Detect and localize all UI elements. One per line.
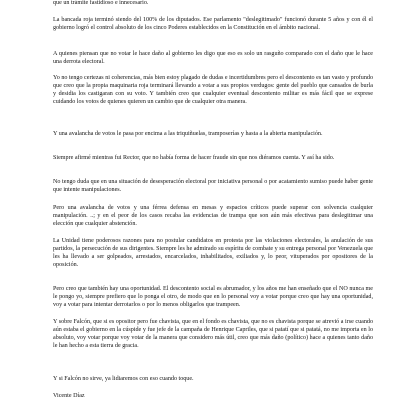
paragraph-7: No tengo duda que en una situación de desesperación electoral por iniciativa personal o por acatamiento sumiso puede haber gente que intente manipulaciones. [53,179,373,194]
paragraph-1: que un trámite fastidioso e innecesario. [53,0,149,6]
paragraph-9: La Unidad tiene poderosos razones para no postular candidatos en protesta por las violaciones electorales, la anulación de sus partidos, la persecución de sus dirigentes. Siempre les he admirado su espíritu de combate y su entrega personal por Venezuela que les ha llevado a ser golpeados, arrestados, encarcelados, inhabilitados, exiliados y, lo peor, vituperados por opositores de la oposición. [53,238,373,269]
signature-line: Vicente Díaz [53,393,85,399]
paragraph-8: Pero una avalancha de votos y una férrea defensa en mesas y espacios críticos puede superar con solvencia cualquier manipulación. ..; y en el peor de los casos recaba las evidencias de trampa que son aún más efectivas para deslegitimar una elección que cualquier abstención. [53,205,373,228]
paragraph-10: Pero creo que también hay una oportunidad. El descontento social es abrumador, y los años me han enseñado que el NO nunca me le pongo yo, siempre prefiero que lo ponga el otro, de modo que en lo personal voy a votar porque creo que hay una oportunidad, voy a votar para intentar derrotarlos o por lo menos obligarlos que trampeen. [53,286,373,309]
paragraph-11: Y sobre Falcón, que si es opositor pero fue chavista, que en el fondo es chavista, que no es chavista porque se atrevió a irse cuando aún estaba el gobierno en la cúspide y fue jefe de la campaña de Henrique Capriles, que si patatí que si patatá, no me importa en lo absoluto, voy votar porque voy votar de la manera que considero más útil, creo que más daño (político) hace a quienes tanto daño le han hecho a esta tierra de gracia. [53,319,373,350]
paragraph-12: Y si Falcón no sirve, ya lidiaremos con eso cuando toque. [53,376,194,382]
paragraph-6: Siempre afirmé mientras fui Rector, que no había forma de hacer fraude sin que nos diéramos cuenta. Y así ha sido. [53,155,335,161]
paragraph-3: A quienes piensan que no votar le hace daño al gobierno les digo que eso es solo un rasguño comparado con el daño que le hace una derrota electoral. [53,51,373,66]
paragraph-2: La bancada roja terminó siendo del 100% de los diputados. Ese parlamento "deslegitimado" funcionó durante 5 años y con él el gobierno logró el control absoluto de los cinco Poderes establecidos en la Constitución en el ámbito nacional. [53,17,373,32]
paragraph-5: Y una avalancha de votos le pasa por encima a las triquiñuelas, tramposerías y hasta a la abierta manipulación. [53,131,323,137]
paragraph-4: Yo no tengo certezas ni coherencias, más bien estoy plagado de dudas e incertidumbres pero el descontento es tan vasto y profundo que creo que la propia maquinaria roja terminará llevando a votar a sus propios verdugos: gente del pueblo que cansados de burla y desidia los castigaran con su voto. Y también creo que cualquier eventual descontento militar es más fácil que se exprese cuidando los votos de quienes quieren un cambio que de cualquier otra manera. [53,75,373,106]
